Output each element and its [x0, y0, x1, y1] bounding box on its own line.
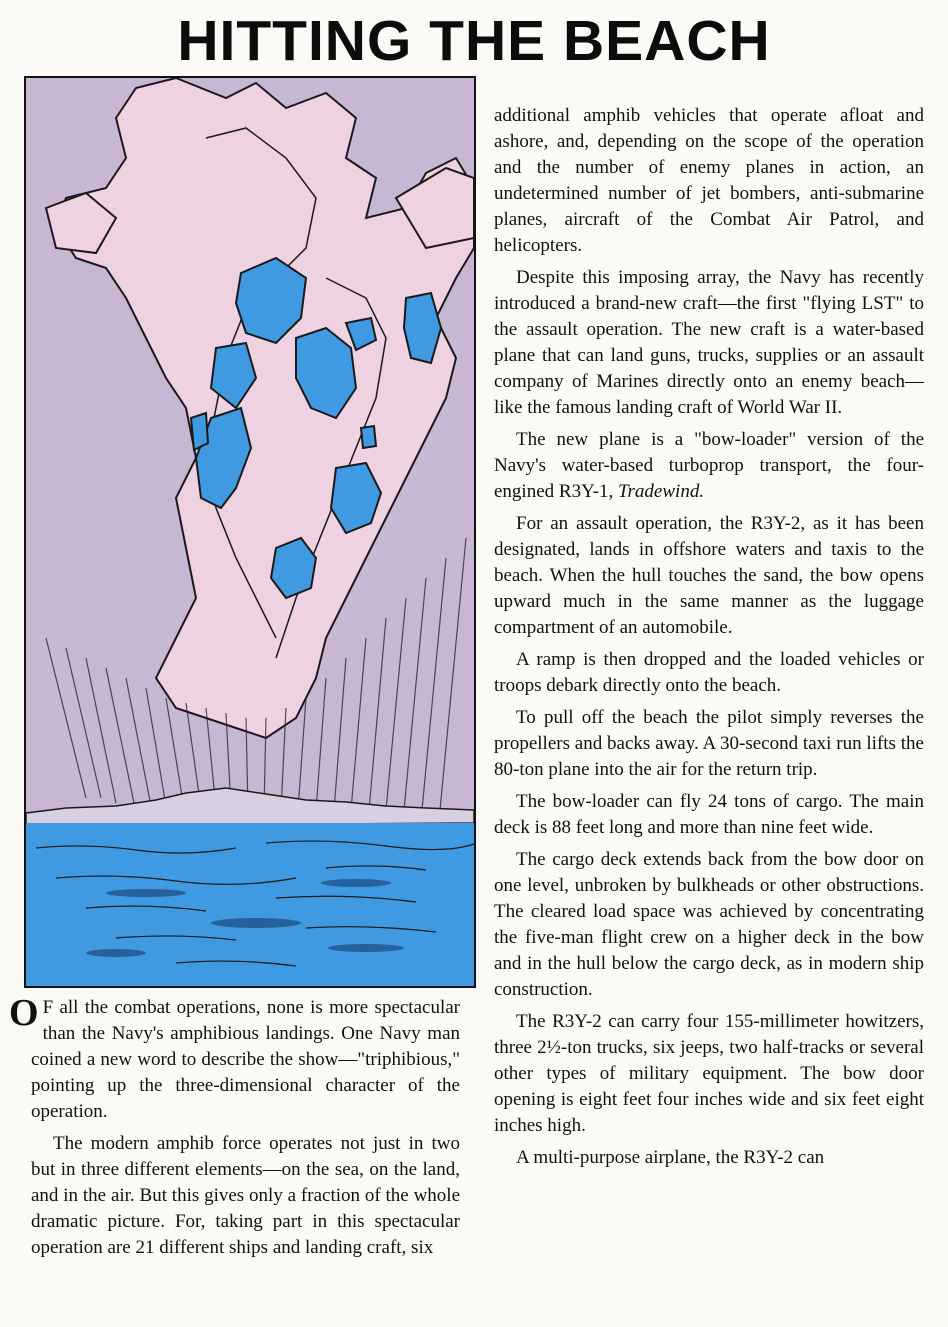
- paragraph: The cargo deck extends back from the bow door on one level, unbroken by bulkheads or other obstructions. The cleared load space was achieved by concentrating the five-man flight crew on a higher deck in the bow and in the hull below the cargo deck, as in modern ship construction.: [494, 849, 924, 1000]
- paragraph: O F all the combat operations, none is more spectacular than the Navy's amphibious landings. One Navy man coined a new word to describe the show—"triphibious," pointing up the three-dimensional character of the operation.: [9, 992, 460, 1122]
- paragraph: The R3Y-2 can carry four 155-millimeter howitzers, three 2½-ton trucks, six jeeps, two half-tracks or several other types of military equipment. The bow door opening is eight feet four inches wide and six feet eight inches high.: [494, 1011, 924, 1136]
- paragraph: The bow-loader can fly 24 tons of cargo. The main deck is 88 feet long and more than nine feet wide.: [494, 791, 924, 838]
- paragraph: A ramp is then dropped and the loaded vehicles or troops debark directly onto the beach.: [494, 649, 924, 696]
- paragraph: The modern amphib force operates not just in two but in three different elements—on the sea, on the land, and in the air. But this gives only a fraction of the whole dramatic picture. For, taking part in this spectacular operation are 21 different ships and landing craft, six: [31, 1133, 460, 1258]
- paragraph: A multi-purpose airplane, the R3Y-2 can: [516, 1147, 825, 1168]
- left-column: [9, 992, 460, 1267]
- paragraph: The new plane is a "bow-loader" version of the Navy's water-based turboprop transport, the four-engined R3Y-1, Tradewind.: [494, 429, 924, 502]
- sky-hole: [361, 426, 376, 448]
- paragraph: Despite this imposing array, the Navy has recently introduced a brand-new craft—the first "flying LST" to the assault operation. The new craft is a water-based plane that can land guns, trucks, supplies or an assault company of Marines directly onto an enemy beach—like the famous landing craft of World War II.: [494, 267, 924, 418]
- paragraph: To pull off the beach the pilot simply reverses the propellers and backs away. A 30-second taxi run lifts the 80-ton plane into the air for the return trip.: [494, 707, 924, 780]
- page-title: HITTING THE BEACH: [177, 9, 771, 73]
- drop-cap: O: [9, 992, 39, 1034]
- sky-hole: [191, 413, 208, 450]
- beach-illustration: [24, 76, 476, 988]
- right-column: [494, 103, 924, 1177]
- paragraph: additional amphib vehicles that operate afloat and ashore, and, depending on the scope of the operation and the number of enemy planes in action, an undetermined number of jet bombers, anti-submarine planes, aircraft of the Combat Air Patrol, and helicopters.: [494, 105, 924, 256]
- italic-name: Tradewind.: [618, 481, 705, 502]
- paragraph: For an assault operation, the R3Y-2, as it has been designated, lands in offshore waters and taxis to the beach. When the hull touches the sand, the bow opens upward much in the same manner as the luggage compartment of an automobile.: [494, 513, 924, 638]
